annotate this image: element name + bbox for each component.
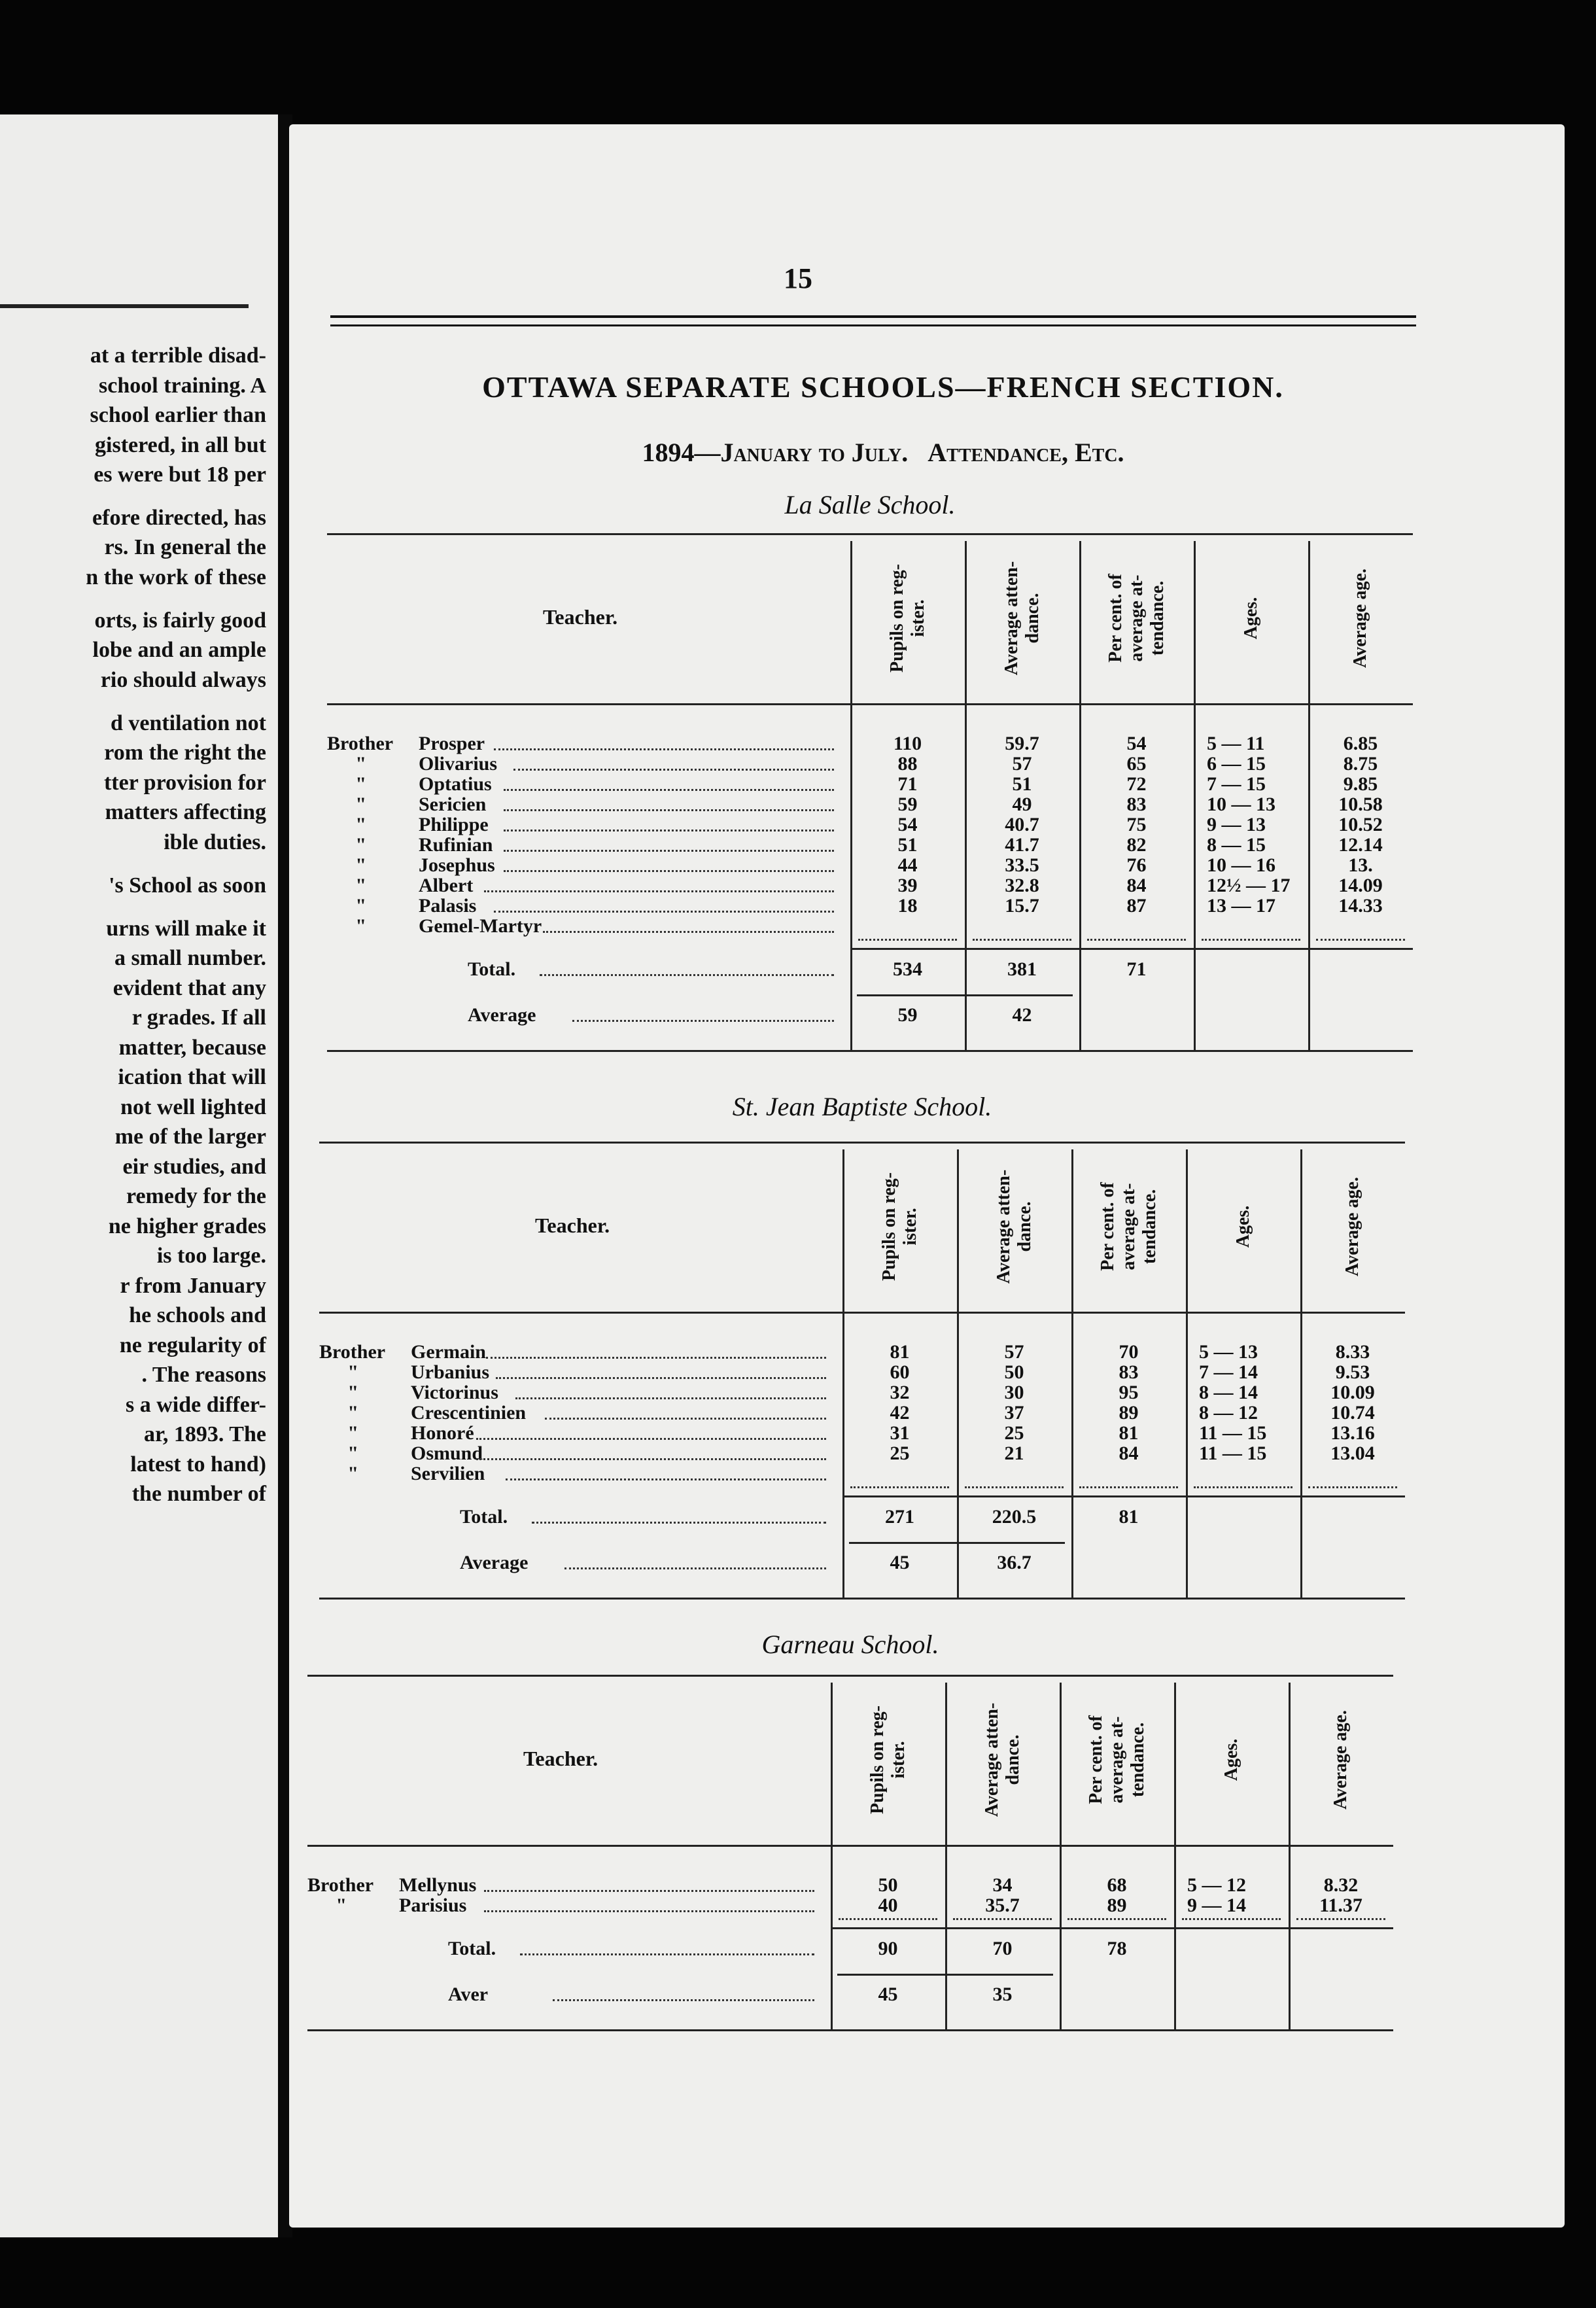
table-top-rule: [319, 1142, 1405, 1144]
cell-ages: 5 — 11: [1207, 733, 1265, 754]
total-fill-dots: [953, 1918, 1052, 1920]
cell-attendance: 40.7: [1005, 814, 1039, 835]
total-label: Total.: [460, 1506, 508, 1528]
cell-ages: 5 — 13: [1199, 1341, 1258, 1363]
total-fill-dots: [850, 1486, 949, 1488]
cell-attendance: 51: [1012, 773, 1032, 795]
left-page-line: he schools and: [129, 1303, 266, 1327]
left-page-line: at a terrible disad-: [90, 343, 266, 368]
cell-avg-age: 9.53: [1335, 1361, 1370, 1383]
cell-percent: 83: [1126, 794, 1147, 815]
column-header-percent: Per cent. of average at- tendance.: [1105, 574, 1168, 663]
cell-percent: 87: [1126, 895, 1147, 917]
cell-avg-age: 13.16: [1330, 1422, 1375, 1444]
column-divider: [850, 541, 852, 1050]
left-page-line: rom the right the: [104, 741, 266, 765]
cell-pupils: 54: [897, 814, 918, 835]
total-fill-dots: [1296, 1918, 1385, 1920]
cell-ages: 11 — 15: [1199, 1442, 1267, 1464]
column-divider: [965, 541, 967, 1050]
column-header-avg-age: Average age.: [1330, 1710, 1351, 1810]
column-divider: [1194, 541, 1196, 1050]
cell-ages: 13 — 17: [1207, 895, 1275, 917]
left-page-line: urns will make it: [106, 917, 266, 941]
column-header-percent: Per cent. of average at- tendance.: [1085, 1715, 1148, 1804]
total-fill-dots: [1202, 939, 1300, 941]
cell-percent: 83: [1119, 1361, 1139, 1383]
subtitle-year: 1894—: [642, 438, 721, 467]
table-head-rule: [319, 1312, 1405, 1314]
teacher-column-header: Teacher.: [535, 1214, 610, 1237]
cell-ages: 10 — 13: [1207, 794, 1275, 815]
cell-ages: 8 — 15: [1207, 834, 1266, 856]
teacher-prefix: ": [347, 1402, 358, 1424]
cell-percent: 68: [1107, 1874, 1127, 1896]
teacher-prefix: ": [347, 1361, 358, 1383]
cell-pupils: 110: [893, 733, 922, 754]
teacher-name: Mellynus: [399, 1874, 477, 1896]
leader-dots: [520, 1953, 814, 1955]
column-header-attendance: Average atten- dance.: [981, 1702, 1023, 1817]
column-header-pupils: Pupils on reg- ister.: [878, 1172, 920, 1281]
header-rule-2: [330, 324, 1416, 326]
cell-ages: 7 — 15: [1207, 773, 1266, 795]
average-rule: [837, 1974, 1053, 1976]
total-rule: [842, 1495, 1405, 1497]
total-pupils: 90: [878, 1938, 898, 1959]
leader-dots: [504, 789, 834, 791]
left-page-line: . The reasons: [141, 1363, 266, 1387]
page-title: OTTAWA SEPARATE SCHOOLS—FRENCH SECTION.: [482, 370, 1284, 404]
table-top-rule: [307, 1675, 1393, 1677]
cell-attendance: 35.7: [985, 1895, 1020, 1916]
section-title: St. Jean Baptiste School.: [732, 1092, 992, 1121]
teacher-name: Honoré: [411, 1422, 474, 1444]
column-header-avg-age: Average age.: [1350, 568, 1370, 668]
column-header-ages: Ages.: [1221, 1738, 1241, 1781]
cell-pupils: 60: [890, 1361, 910, 1383]
cell-pupils: 42: [890, 1402, 910, 1424]
header-rule: [330, 315, 1416, 318]
cell-percent: 89: [1119, 1402, 1139, 1424]
total-fill-dots: [1182, 1918, 1281, 1920]
left-page-line: orts, is fairly good: [94, 608, 266, 633]
leader-dots: [494, 911, 834, 913]
column-header-avg-age: Average age.: [1342, 1177, 1362, 1276]
teacher-name: Germain: [411, 1341, 486, 1363]
teacher-prefix: ": [347, 1442, 358, 1464]
left-page-line: matter, because: [118, 1036, 266, 1060]
average-pupils: 45: [878, 1984, 898, 2005]
cell-attendance: 32.8: [1005, 875, 1039, 896]
total-fill-dots: [973, 939, 1071, 941]
column-divider: [1060, 1683, 1062, 2029]
cell-percent: 95: [1119, 1382, 1139, 1403]
leader-dots: [484, 890, 834, 892]
leader-dots: [484, 1890, 814, 1892]
cell-percent: 72: [1126, 773, 1147, 795]
total-label: Total.: [448, 1938, 496, 1959]
teacher-name: Albert: [419, 875, 474, 896]
cell-percent: 76: [1126, 854, 1147, 876]
left-page-line: school earlier than: [90, 403, 266, 427]
cell-attendance: 34: [992, 1874, 1013, 1896]
cell-attendance: 49: [1012, 794, 1032, 815]
cell-avg-age: 8.32: [1323, 1874, 1359, 1896]
teacher-name: Olivarius: [419, 753, 498, 775]
cell-attendance: 37: [1004, 1402, 1024, 1424]
cell-percent: 84: [1119, 1442, 1139, 1464]
average-label: Average: [460, 1552, 529, 1573]
total-percent: 78: [1107, 1938, 1127, 1959]
cell-pupils: 25: [890, 1442, 910, 1464]
cell-ages: 11 — 15: [1199, 1422, 1267, 1444]
left-page-line: r grades. If all: [131, 1005, 266, 1030]
cell-pupils: 40: [878, 1895, 898, 1916]
cell-pupils: 39: [897, 875, 918, 896]
left-page-line: efore directed, has: [92, 506, 266, 530]
total-fill-dots: [839, 1918, 937, 1920]
left-page-line: ible duties.: [164, 830, 266, 854]
cell-ages: 9 — 14: [1187, 1895, 1246, 1916]
column-divider: [957, 1149, 959, 1598]
teacher-name: Rufinian: [419, 834, 493, 856]
cell-avg-age: 14.09: [1338, 875, 1383, 896]
left-page-line: eir studies, and: [122, 1155, 266, 1179]
left-page-line: latest to hand): [130, 1452, 266, 1477]
teacher-name: Crescentinien: [411, 1402, 527, 1424]
cell-ages: 9 — 13: [1207, 814, 1266, 835]
teacher-prefix: ": [355, 834, 366, 856]
total-attendance: 220.5: [992, 1506, 1037, 1528]
teacher-prefix: ": [355, 854, 366, 876]
left-page-line: the number of: [131, 1482, 266, 1506]
left-page-line: evident that any: [113, 976, 266, 1000]
teacher-prefix: ": [347, 1463, 358, 1484]
section-title: La Salle School.: [784, 490, 956, 519]
leader-dots: [506, 1478, 826, 1480]
cell-avg-age: 10.58: [1338, 794, 1383, 815]
left-page-line: rio should always: [100, 668, 266, 692]
total-attendance: 70: [992, 1938, 1013, 1959]
cell-ages: 8 — 12: [1199, 1402, 1258, 1424]
leader-dots: [540, 974, 834, 976]
left-page-line: s a wide differ-: [126, 1393, 266, 1417]
cell-percent: 70: [1119, 1341, 1139, 1363]
leader-dots: [513, 769, 834, 771]
leader-dots: [476, 1438, 826, 1440]
column-header-attendance: Average atten- dance.: [1001, 561, 1043, 676]
leader-dots: [504, 830, 834, 831]
teacher-prefix: ": [355, 753, 366, 775]
total-fill-dots: [1079, 1486, 1178, 1488]
average-label: Average: [468, 1004, 536, 1026]
cell-pupils: 32: [890, 1382, 910, 1403]
teacher-prefix: ": [355, 915, 366, 937]
cell-pupils: 81: [890, 1341, 910, 1363]
leader-dots: [496, 1377, 826, 1379]
cell-avg-age: 6.85: [1343, 733, 1378, 754]
teacher-prefix: ": [355, 794, 366, 815]
cell-percent: 82: [1126, 834, 1147, 856]
column-divider: [1079, 541, 1081, 1050]
leader-dots: [504, 870, 834, 872]
cell-ages: 7 — 14: [1199, 1361, 1258, 1383]
left-page-line: matters affecting: [105, 800, 266, 824]
total-fill-dots: [1087, 939, 1186, 941]
column-divider: [1289, 1683, 1291, 2029]
left-page-line: is too large.: [156, 1244, 266, 1268]
leader-dots: [476, 1458, 826, 1460]
average-pupils: 59: [897, 1004, 918, 1026]
leader-dots: [486, 1357, 826, 1359]
page-subtitle: [458, 437, 1308, 468]
left-page-line: 's School as soon: [109, 873, 266, 898]
left-page-line: tter provision for: [103, 771, 266, 795]
teacher-prefix: ": [336, 1895, 347, 1916]
cell-percent: 81: [1119, 1422, 1139, 1444]
left-page-line: not well lighted: [120, 1095, 266, 1119]
left-page-line: ne regularity of: [119, 1333, 266, 1357]
cell-attendance: 30: [1004, 1382, 1024, 1403]
column-divider: [1308, 541, 1310, 1050]
left-page-line: lobe and an ample: [92, 638, 266, 662]
cell-pupils: 88: [897, 753, 918, 775]
left-page-line: ar, 1893. The: [143, 1422, 266, 1446]
cell-attendance: 15.7: [1005, 895, 1039, 917]
total-fill-dots: [1316, 939, 1405, 941]
teacher-name: Osmund: [411, 1442, 483, 1464]
left-page-fragment: [0, 114, 278, 2237]
cell-attendance: 41.7: [1005, 834, 1039, 856]
leader-dots: [494, 748, 834, 750]
cell-pupils: 31: [890, 1422, 910, 1444]
teacher-prefix: ": [355, 773, 366, 795]
subtitle-period: January to July.: [720, 438, 909, 467]
leader-dots: [545, 1418, 826, 1420]
leader-dots: [532, 1522, 826, 1524]
teacher-prefix: ": [355, 895, 366, 917]
cell-pupils: 71: [897, 773, 918, 795]
subtitle-rest: Attendance, Etc.: [928, 438, 1124, 467]
cell-percent: 89: [1107, 1895, 1127, 1916]
teacher-name: Victorinus: [411, 1382, 498, 1403]
average-rule: [857, 994, 1073, 996]
column-header-ages: Ages.: [1232, 1205, 1253, 1248]
left-page-line: d ventilation not: [110, 711, 266, 735]
page-number: 15: [784, 262, 812, 294]
left-page-line: ne higher grades: [108, 1214, 266, 1238]
table-bottom-rule: [319, 1598, 1405, 1600]
left-page-line: rs. In general the: [104, 535, 266, 559]
cell-avg-age: 10.52: [1338, 814, 1383, 835]
total-fill-dots: [965, 1486, 1064, 1488]
average-label: Aver: [448, 1984, 489, 2005]
leader-dots: [484, 1910, 814, 1912]
leader-dots: [564, 1567, 826, 1569]
section-title: Garneau School.: [761, 1630, 939, 1659]
cell-avg-age: 11.37: [1319, 1895, 1362, 1916]
left-page-line: n the work of these: [86, 565, 266, 589]
cell-avg-age: 14.33: [1338, 895, 1383, 917]
cell-avg-age: 10.74: [1330, 1402, 1375, 1424]
teacher-prefix: ": [347, 1422, 358, 1444]
cell-attendance: 57: [1012, 753, 1032, 775]
average-pupils: 45: [890, 1552, 910, 1573]
cell-percent: 65: [1126, 753, 1147, 775]
teacher-name: Gemel-Martyr: [419, 915, 542, 937]
total-fill-dots: [1067, 1918, 1166, 1920]
leader-dots: [504, 850, 834, 852]
left-page-line: es were but 18 per: [94, 463, 266, 487]
cell-avg-age: 12.14: [1338, 834, 1383, 856]
average-attendance: 35: [992, 1984, 1013, 2005]
table-bottom-rule: [327, 1050, 1413, 1052]
total-fill-dots: [858, 939, 957, 941]
cell-percent: 54: [1126, 733, 1147, 754]
teacher-name: Parisius: [399, 1895, 467, 1916]
leader-dots: [543, 931, 834, 933]
cell-pupils: 59: [897, 794, 918, 815]
column-header-pupils: Pupils on reg- ister.: [886, 564, 928, 673]
cell-ages: 5 — 12: [1187, 1874, 1246, 1896]
total-pupils: 271: [885, 1506, 914, 1528]
table-head-rule: [327, 703, 1413, 705]
column-divider: [1300, 1149, 1302, 1598]
cell-pupils: 44: [897, 854, 918, 876]
cell-attendance: 57: [1004, 1341, 1024, 1363]
teacher-column-header: Teacher.: [523, 1747, 598, 1770]
left-page-line: me of the larger: [114, 1125, 266, 1149]
teacher-name: Urbanius: [411, 1361, 490, 1383]
column-divider: [831, 1683, 833, 2029]
table-head-rule: [307, 1845, 1393, 1847]
teacher-prefix: ": [347, 1382, 358, 1403]
cell-avg-age: 13.: [1348, 854, 1373, 876]
cell-avg-age: 9.85: [1343, 773, 1378, 795]
left-page-rule: [0, 304, 249, 308]
column-divider: [945, 1683, 947, 2029]
total-rule: [831, 1927, 1393, 1929]
table-top-rule: [327, 533, 1413, 535]
cell-avg-age: 13.04: [1330, 1442, 1375, 1464]
cell-attendance: 21: [1004, 1442, 1024, 1464]
leader-dots: [504, 809, 834, 811]
cell-attendance: 33.5: [1005, 854, 1039, 876]
average-rule: [849, 1542, 1065, 1544]
total-pupils: 534: [893, 958, 922, 980]
cell-attendance: 50: [1004, 1361, 1024, 1383]
leader-dots: [572, 1020, 834, 1022]
left-page-line: a small number.: [114, 946, 266, 970]
total-percent: 71: [1126, 958, 1147, 980]
cell-ages: 12½ — 17: [1207, 875, 1291, 896]
column-header-pupils: Pupils on reg- ister.: [867, 1705, 909, 1814]
cell-percent: 84: [1126, 875, 1147, 896]
teacher-prefix: Brother: [319, 1341, 386, 1363]
cell-ages: 8 — 14: [1199, 1382, 1258, 1403]
teacher-name: Josephus: [419, 854, 495, 876]
teacher-prefix: Brother: [327, 733, 394, 754]
left-page-line: remedy for the: [126, 1184, 266, 1208]
cell-avg-age: 10.09: [1330, 1382, 1375, 1403]
column-divider: [842, 1149, 844, 1598]
teacher-prefix: ": [355, 814, 366, 835]
leader-dots: [515, 1397, 826, 1399]
teacher-column-header: Teacher.: [543, 605, 618, 629]
average-attendance: 42: [1012, 1004, 1032, 1026]
teacher-name: Servilien: [411, 1463, 485, 1484]
cell-pupils: 51: [897, 834, 918, 856]
column-divider: [1186, 1149, 1188, 1598]
cell-pupils: 50: [878, 1874, 898, 1896]
cell-avg-age: 8.33: [1335, 1341, 1370, 1363]
total-fill-dots: [1194, 1486, 1292, 1488]
cell-percent: 75: [1126, 814, 1147, 835]
teacher-name: Sericien: [419, 794, 487, 815]
cell-pupils: 18: [897, 895, 918, 917]
total-percent: 81: [1119, 1506, 1139, 1528]
left-page-line: ication that will: [118, 1065, 266, 1089]
teacher-name: Palasis: [419, 895, 477, 917]
teacher-prefix: ": [355, 875, 366, 896]
column-divider: [1071, 1149, 1073, 1598]
leader-dots: [553, 1999, 814, 2001]
total-fill-dots: [1308, 1486, 1397, 1488]
left-page-line: school training. A: [99, 374, 266, 398]
average-attendance: 36.7: [997, 1552, 1032, 1573]
teacher-name: Prosper: [419, 733, 485, 754]
total-rule: [850, 948, 1413, 950]
cell-attendance: 59.7: [1005, 733, 1039, 754]
cell-attendance: 25: [1004, 1422, 1024, 1444]
total-attendance: 381: [1007, 958, 1037, 980]
table-bottom-rule: [307, 2029, 1393, 2031]
teacher-prefix: Brother: [307, 1874, 374, 1896]
column-header-ages: Ages.: [1240, 597, 1261, 640]
teacher-name: Optatius: [419, 773, 492, 795]
cell-avg-age: 8.75: [1343, 753, 1378, 775]
cell-ages: 6 — 15: [1207, 753, 1266, 775]
teacher-name: Philippe: [419, 814, 489, 835]
left-page-line: gistered, in all but: [95, 433, 266, 457]
left-page-line: r from January: [120, 1274, 266, 1298]
column-header-percent: Per cent. of average at- tendance.: [1097, 1182, 1160, 1271]
cell-ages: 10 — 16: [1207, 854, 1275, 876]
column-header-attendance: Average atten- dance.: [993, 1169, 1035, 1284]
total-label: Total.: [468, 958, 516, 980]
column-divider: [1174, 1683, 1176, 2029]
